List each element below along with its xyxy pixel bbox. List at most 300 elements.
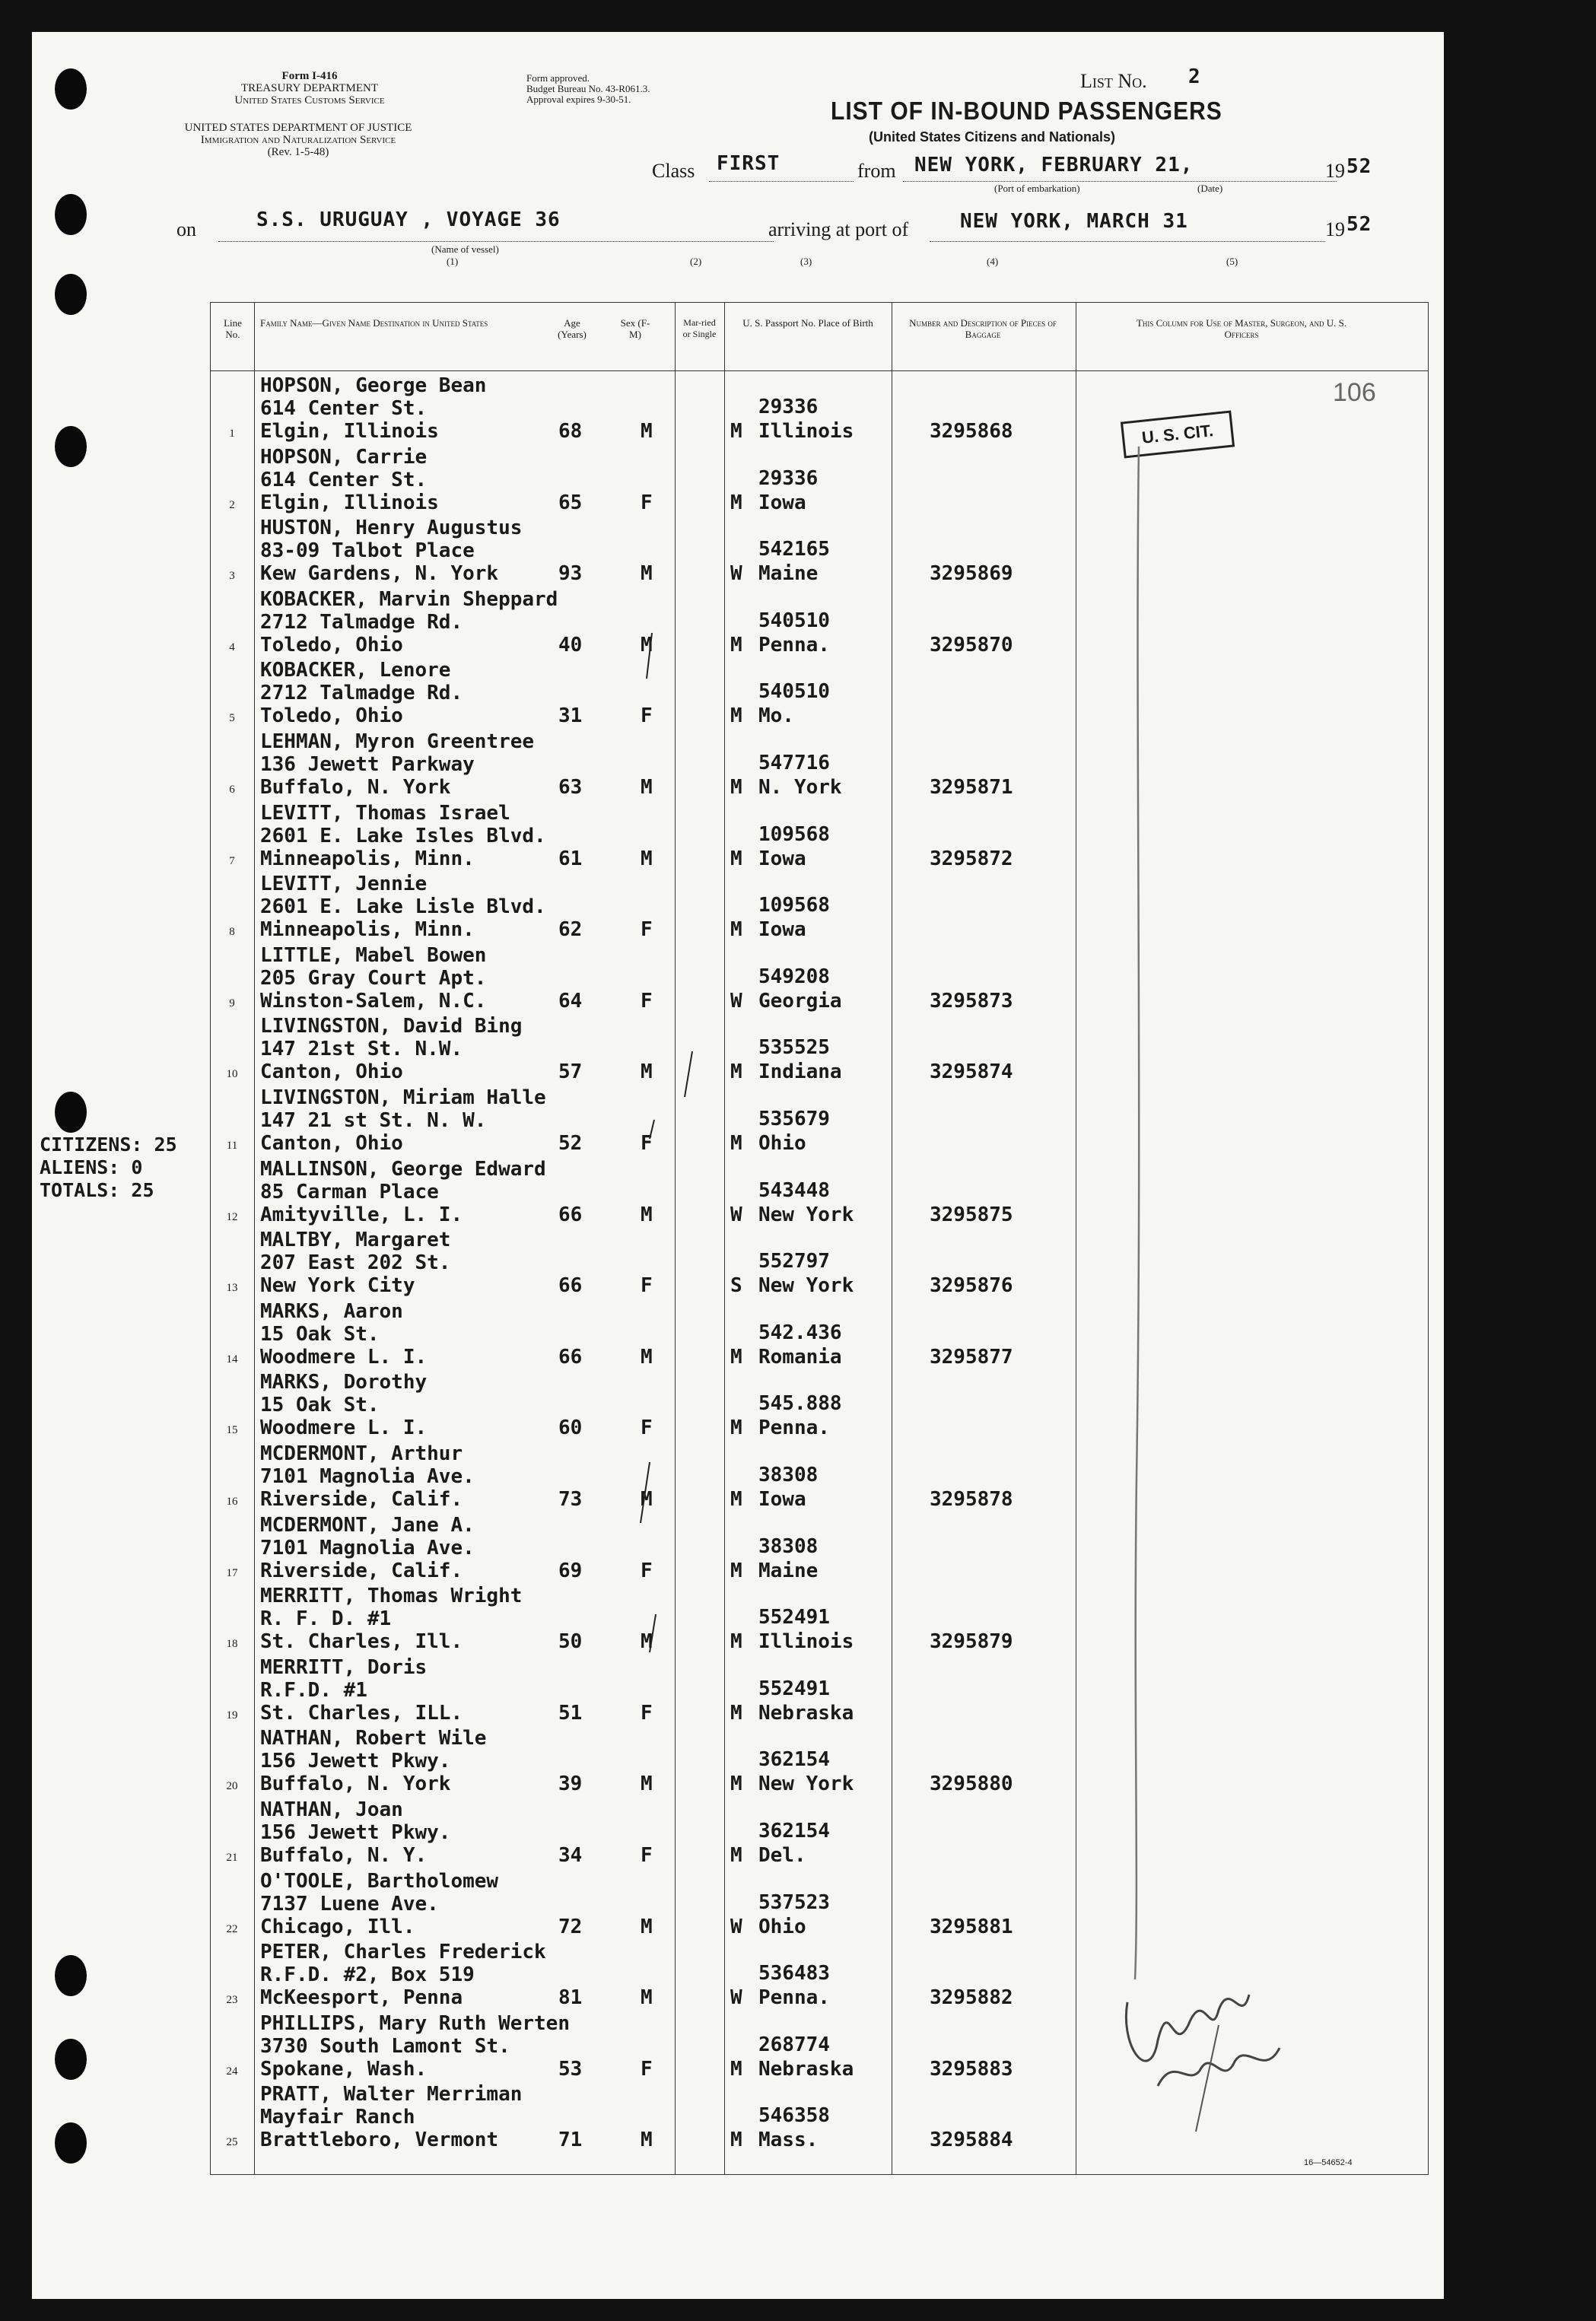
place-of-birth: New York: [758, 1773, 854, 1796]
line-number: 16: [226, 1496, 238, 1508]
binder-hole: [55, 2039, 87, 2080]
marital-status: M: [730, 420, 742, 443]
passenger-name: LEVITT, Jennie: [260, 873, 428, 896]
passport-number: 29336: [758, 466, 819, 490]
totals-count: TOTALS: 25: [40, 1179, 154, 1201]
age: 64: [558, 989, 583, 1013]
sex: F: [641, 1559, 653, 1582]
passport-number: 38308: [758, 1534, 819, 1558]
binder-hole: [55, 68, 87, 110]
list-no-value: 2: [1188, 65, 1201, 88]
sex: F: [641, 1701, 653, 1725]
destination-city: Minneapolis, Minn.: [260, 918, 475, 942]
place-of-birth: Nebraska: [758, 2057, 854, 2081]
baggage-number: 3295871: [930, 776, 1013, 799]
sex: M: [641, 1060, 653, 1084]
age: 71: [558, 2129, 583, 2152]
place-of-birth: Iowa: [758, 918, 806, 942]
passenger-name: MCDERMONT, Arthur: [260, 1442, 463, 1465]
sex: F: [641, 1274, 653, 1298]
passport-number: 109568: [758, 894, 830, 917]
col-header-passport: U. S. Passport No. Place of Birth: [742, 317, 873, 329]
address-line: 207 East 202 St.: [260, 1251, 451, 1275]
binder-hole: [55, 2122, 87, 2164]
passenger-name: MCDERMONT, Jane A.: [260, 1513, 475, 1537]
baggage-number: 3295875: [930, 1203, 1013, 1226]
address-line: 2601 E. Lake Lisle Blvd.: [260, 895, 546, 919]
year1-printed: 19: [1325, 160, 1345, 182]
approval-text: Form approved.: [526, 72, 590, 84]
line-number: 20: [226, 1780, 238, 1793]
address-line: 156 Jewett Pkwy.: [260, 1750, 451, 1773]
vessel-caption: (Name of vessel): [431, 243, 499, 255]
place-of-birth: Romania: [758, 1345, 842, 1369]
destination-city: Toledo, Ohio: [260, 633, 403, 657]
marital-status: M: [730, 633, 742, 657]
marital-status: M: [730, 1345, 742, 1369]
place-of-birth: New York: [758, 1203, 854, 1226]
col-header-married: Mar-ried or Single: [682, 317, 717, 339]
age: 81: [558, 1986, 583, 2010]
place-of-birth: Maine: [758, 1559, 819, 1582]
passenger-name: PRATT, Walter Merriman: [260, 2083, 523, 2106]
aliens-count: ALIENS: 0: [40, 1156, 143, 1178]
age: 66: [558, 1274, 583, 1298]
passport-number: 535679: [758, 1108, 830, 1130]
marital-status: W: [730, 562, 742, 586]
address-line: 136 Jewett Parkway: [260, 753, 475, 776]
sex: M: [641, 776, 653, 799]
citizens-count: CITIZENS: 25: [40, 1133, 177, 1156]
sex: M: [641, 1773, 653, 1796]
place-of-birth: Georgia: [758, 989, 842, 1013]
sex: M: [641, 1915, 653, 1938]
destination-city: Riverside, Calif.: [260, 1559, 463, 1582]
line-number: 22: [226, 1922, 238, 1935]
destination-city: Canton, Ohio: [260, 1060, 403, 1084]
address-line: 7137 Luene Ave.: [260, 1892, 439, 1916]
passport-number: 543448: [758, 1178, 830, 1202]
passenger-name: MARKS, Aaron: [260, 1299, 403, 1323]
age: 53: [558, 2057, 583, 2081]
marital-status: W: [730, 1915, 742, 1938]
age: 62: [558, 918, 583, 942]
passenger-name: NATHAN, Robert Wile: [260, 1727, 487, 1750]
baggage-number: 3295879: [930, 1630, 1013, 1654]
date-caption: (Date): [1197, 183, 1223, 194]
place-of-birth: Iowa: [758, 1488, 806, 1511]
sex: F: [641, 2057, 653, 2081]
age: 57: [558, 1060, 583, 1084]
baggage-number: 3295880: [930, 1773, 1013, 1796]
baggage-number: 3295868: [930, 420, 1013, 443]
baggage-number: 3295882: [930, 1986, 1013, 2010]
place-of-birth: Nebraska: [758, 1701, 854, 1725]
marital-status: M: [730, 1773, 742, 1796]
marital-status: M: [730, 918, 742, 942]
passenger-name: LITTLE, Mabel Bowen: [260, 943, 487, 967]
line-number: 24: [226, 2065, 238, 2078]
sex: M: [641, 1345, 653, 1369]
approval-expires: Approval expires 9-30-51.: [526, 94, 631, 105]
destination-city: Spokane, Wash.: [260, 2057, 428, 2081]
ins-service: Immigration and Naturalization Service: [200, 134, 396, 146]
form-subtitle: (United States Citizens and Nationals): [869, 129, 1116, 145]
sex: M: [641, 1986, 653, 2010]
line-number: 14: [226, 1353, 238, 1366]
sex: M: [641, 847, 653, 870]
age: 72: [558, 1915, 583, 1938]
line-number: 6: [229, 784, 235, 796]
age: 51: [558, 1701, 583, 1725]
vessel-name: S.S. URUGUAY , VOYAGE 36: [256, 208, 561, 231]
address-line: 85 Carman Place: [260, 1180, 439, 1203]
passenger-name: PETER, Charles Frederick: [260, 1941, 546, 1964]
passenger-name: LEHMAN, Myron Greentree: [260, 730, 535, 753]
destination-city: St. Charles, ILL.: [260, 1701, 463, 1725]
passenger-name: LEVITT, Thomas Israel: [260, 801, 510, 825]
sex: M: [641, 1203, 653, 1226]
passport-number: 547716: [758, 752, 830, 774]
binder-hole: [55, 1092, 87, 1133]
destination-city: Toledo, Ohio: [260, 704, 403, 728]
on-label: on: [176, 218, 196, 240]
age: 60: [558, 1416, 583, 1440]
destination-city: Minneapolis, Minn.: [260, 847, 475, 870]
passenger-name: MALLINSON, George Edward: [260, 1157, 546, 1181]
age: 65: [558, 491, 583, 514]
destination-city: Winston-Salem, N.C.: [260, 989, 487, 1013]
address-line: 614 Center St.: [260, 397, 428, 420]
marital-status: M: [730, 847, 742, 870]
baggage-number: 3295870: [930, 633, 1013, 657]
age: 93: [558, 562, 583, 586]
sex: M: [641, 2129, 653, 2152]
marital-status: M: [730, 491, 742, 514]
age: 52: [558, 1132, 583, 1155]
place-of-birth: New York: [758, 1274, 854, 1298]
address-line: 15 Oak St.: [260, 1322, 380, 1346]
sex: M: [641, 420, 653, 443]
baggage-number: 3295884: [930, 2129, 1013, 2152]
sex: F: [641, 989, 653, 1013]
marital-status: W: [730, 989, 742, 1013]
sex: F: [641, 918, 653, 942]
form-print-code: 16—54652-4: [1304, 2158, 1353, 2167]
line-number: 19: [226, 1709, 238, 1722]
destination-city: Buffalo, N. York: [260, 776, 451, 799]
destination-city: Woodmere L. I.: [260, 1416, 428, 1440]
age: 69: [558, 1559, 583, 1582]
passport-number: 549208: [758, 965, 830, 988]
passport-number: 540510: [758, 680, 830, 704]
baggage-number: 3295876: [930, 1274, 1013, 1298]
marital-status: M: [730, 1416, 742, 1440]
binder-hole: [55, 426, 87, 467]
line-number: 8: [229, 926, 235, 939]
destination-city: Amityville, L. I.: [260, 1203, 463, 1226]
binder-hole: [55, 1955, 87, 1996]
marital-status: M: [730, 1060, 742, 1084]
address-line: Mayfair Ranch: [260, 2106, 415, 2129]
destination-city: Brattleboro, Vermont: [260, 2129, 499, 2152]
place-of-birth: N. York: [758, 776, 842, 799]
justice-dept: UNITED STATES DEPARTMENT OF JUSTICE: [184, 122, 412, 134]
passport-number: 540510: [758, 609, 830, 632]
passenger-name: LIVINGSTON, Miriam Halle: [260, 1086, 546, 1109]
place-of-birth: Mo.: [758, 704, 794, 728]
destination-city: Chicago, Ill.: [260, 1915, 415, 1938]
arriving-port: NEW YORK, MARCH 31: [960, 210, 1188, 233]
line-number: 5: [229, 712, 235, 725]
address-line: R.F.D. #2, Box 519: [260, 1963, 475, 1987]
marital-status: W: [730, 1203, 742, 1226]
baggage-number: 3295869: [930, 562, 1013, 586]
vessel-column-number: (1): [447, 256, 459, 267]
passenger-name: MERRITT, Doris: [260, 1655, 428, 1679]
col-header-name: Family Name—Given Name Destination in United States: [260, 317, 488, 329]
destination-city: McKeesport, Penna: [260, 1986, 463, 2010]
address-line: R.F.D. #1: [260, 1678, 367, 1702]
col-header-baggage: Number and Description of Pieces of Baggage: [909, 317, 1057, 340]
address-line: 205 Gray Court Apt.: [260, 966, 487, 990]
class-label: Class: [652, 160, 695, 182]
age: 73: [558, 1488, 583, 1511]
place-of-birth: Penna.: [758, 633, 830, 657]
col-header-officers: This Column for Use of Master, Surgeon, and U. S. Officers: [1136, 317, 1347, 340]
baggage-number: 3295874: [930, 1060, 1013, 1084]
place-of-birth: Mass.: [758, 2129, 819, 2152]
age: 31: [558, 704, 583, 728]
form-title: LIST OF IN-BOUND PASSENGERS: [831, 97, 1222, 126]
passport-number: 268774: [758, 2033, 830, 2056]
form-number: Form I-416: [281, 70, 338, 82]
passenger-name: KOBACKER, Marvin Sheppard: [260, 587, 558, 611]
customs-service: United States Customs Service: [234, 94, 385, 107]
year1-typed: 52: [1346, 155, 1372, 178]
destination-city: Elgin, Illinois: [260, 491, 439, 514]
line-number: 9: [229, 997, 235, 1009]
passenger-name: MALTBY, Margaret: [260, 1229, 451, 1252]
place-of-birth: Penna.: [758, 1986, 830, 2010]
place-of-birth: Iowa: [758, 847, 806, 870]
address-line: 83-09 Talbot Place: [260, 539, 475, 563]
place-of-birth: Penna.: [758, 1416, 830, 1440]
destination-city: Kew Gardens, N. York: [260, 562, 499, 586]
passport-number: 109568: [758, 822, 830, 846]
form-revision: (Rev. 1-5-48): [267, 146, 329, 158]
from-label: from: [857, 160, 896, 182]
from-value: NEW YORK, FEBRUARY 21,: [914, 154, 1194, 176]
marital-status: S: [730, 1274, 742, 1298]
col-header-sex: Sex (F-M): [620, 317, 650, 340]
baggage-number: 3295883: [930, 2057, 1013, 2081]
place-of-birth: Illinois: [758, 420, 854, 443]
destination-city: Woodmere L. I.: [260, 1345, 428, 1369]
passenger-name: HOPSON, George Bean: [260, 374, 487, 397]
binder-hole: [55, 194, 87, 235]
destination-city: Riverside, Calif.: [260, 1488, 463, 1511]
treasury-dept: TREASURY DEPARTMENT: [240, 82, 379, 94]
age: 61: [558, 847, 583, 870]
passport-number: 542165: [758, 538, 830, 561]
marital-status: M: [730, 2057, 742, 2081]
passport-number: 362154: [758, 1748, 830, 1772]
baggage-number: 3295878: [930, 1488, 1013, 1511]
line-number: 11: [226, 1140, 238, 1152]
place-of-birth: Del.: [758, 1844, 806, 1867]
passport-number: 536483: [758, 1962, 830, 1986]
passport-number: 362154: [758, 1820, 830, 1842]
passport-number: 552491: [758, 1606, 830, 1629]
year2-typed: 52: [1346, 213, 1372, 236]
address-line: 614 Center St.: [260, 468, 428, 491]
passport-number: 545.888: [758, 1392, 842, 1416]
destination-city: Buffalo, N. Y.: [260, 1844, 428, 1867]
passport-number: 537523: [758, 1890, 830, 1914]
address-line: 2712 Talmadge Rd.: [260, 610, 463, 634]
check-marks: [32, 32, 1444, 2299]
baggage-number: 3295877: [930, 1345, 1013, 1369]
marital-status: M: [730, 1701, 742, 1725]
sex: M: [641, 1488, 653, 1511]
passport-number: 535525: [758, 1036, 830, 1060]
baggage-number: 3295881: [930, 1915, 1013, 1938]
line-number: 23: [226, 1994, 238, 2007]
col-number-3: (3): [800, 256, 812, 267]
line-number: 17: [226, 1566, 238, 1579]
line-number: 15: [226, 1424, 238, 1437]
line-number: 25: [226, 2136, 238, 2149]
line-number: 7: [229, 854, 235, 867]
passenger-name: O'TOOLE, Bartholomew: [260, 1869, 499, 1893]
col-header-line-no: Line No.: [224, 317, 242, 340]
place-of-birth: Illinois: [758, 1630, 854, 1654]
destination-city: Elgin, Illinois: [260, 420, 439, 443]
line-number: 1: [229, 428, 235, 440]
baggage-number: 3295872: [930, 847, 1013, 870]
col-number-4: (4): [987, 256, 999, 267]
address-line: 15 Oak St.: [260, 1394, 380, 1417]
address-line: 3730 South Lamont St.: [260, 2034, 510, 2058]
address-line: 147 21st St. N.W.: [260, 1038, 463, 1061]
place-of-birth: Ohio: [758, 1132, 806, 1155]
sex: M: [641, 1630, 653, 1654]
place-of-birth: Iowa: [758, 491, 806, 514]
marital-status: M: [730, 1630, 742, 1654]
sex: M: [641, 633, 653, 657]
passenger-name: HUSTON, Henry Augustus: [260, 517, 523, 540]
line-number: 12: [226, 1210, 238, 1223]
passport-number: 546358: [758, 2104, 830, 2128]
col-header-age: Age (Years): [558, 317, 587, 340]
line-number: 21: [226, 1852, 238, 1864]
budget-text: Budget Bureau No. 43-R061.3.: [526, 83, 650, 94]
line-number: 18: [226, 1638, 238, 1651]
sex: F: [641, 1132, 653, 1155]
sex: M: [641, 562, 653, 586]
age: 39: [558, 1773, 583, 1796]
passenger-tally: [40, 1133, 177, 1202]
passenger-name: PHILLIPS, Mary Ruth Werten: [260, 2011, 570, 2035]
sex: F: [641, 491, 653, 514]
address-line: 2712 Talmadge Rd.: [260, 682, 463, 705]
passport-number: 38308: [758, 1464, 819, 1486]
address-line: 147 21 st St. N. W.: [260, 1109, 487, 1132]
passport-number: 552797: [758, 1250, 830, 1273]
year2-printed: 19: [1325, 218, 1345, 240]
passport-number: 542.436: [758, 1321, 842, 1344]
line-number: 3: [229, 570, 235, 583]
us-citizen-stamp: U. S. CIT.: [1121, 411, 1235, 459]
col-number-5: (5): [1226, 256, 1238, 267]
pencil-page-number: 106: [1333, 378, 1376, 407]
address-line: 7101 Magnolia Ave.: [260, 1536, 475, 1560]
col-number-2: (2): [690, 256, 702, 267]
age: 40: [558, 633, 583, 657]
passenger-name: HOPSON, Carrie: [260, 445, 428, 469]
address-line: 7101 Magnolia Ave.: [260, 1465, 475, 1488]
address-line: 156 Jewett Pkwy.: [260, 1821, 451, 1844]
class-value: FIRST: [717, 152, 781, 175]
age: 66: [558, 1345, 583, 1369]
marital-status: M: [730, 1559, 742, 1582]
destination-city: Canton, Ohio: [260, 1132, 403, 1155]
binder-hole: [55, 274, 87, 315]
destination-city: St. Charles, Ill.: [260, 1630, 463, 1654]
list-no-label: List No.: [1080, 70, 1147, 92]
passenger-name: NATHAN, Joan: [260, 1798, 403, 1821]
marital-status: M: [730, 1488, 742, 1511]
marital-status: W: [730, 1986, 742, 2010]
age: 34: [558, 1844, 583, 1867]
age: 68: [558, 420, 583, 443]
address-line: R. F. D. #1: [260, 1607, 392, 1631]
passenger-name: KOBACKER, Lenore: [260, 659, 451, 682]
destination-city: New York City: [260, 1274, 415, 1298]
age: 63: [558, 776, 583, 799]
baggage-number: 3295873: [930, 989, 1013, 1013]
line-number: 4: [229, 641, 235, 653]
destination-city: Buffalo, N. York: [260, 1773, 451, 1796]
line-number: 10: [226, 1068, 238, 1081]
arriving-label: arriving at port of: [768, 218, 909, 240]
line-number: 2: [229, 498, 235, 511]
place-of-birth: Ohio: [758, 1915, 806, 1938]
marital-status: M: [730, 2129, 742, 2152]
marital-status: M: [730, 776, 742, 799]
passport-number: 552491: [758, 1677, 830, 1700]
passenger-name: LIVINGSTON, David Bing: [260, 1015, 523, 1038]
passenger-name: MARKS, Dorothy: [260, 1371, 428, 1394]
marital-status: M: [730, 1132, 742, 1155]
age: 66: [558, 1203, 583, 1226]
passport-number: 29336: [758, 396, 819, 418]
place-of-birth: Indiana: [758, 1060, 842, 1084]
place-of-birth: Maine: [758, 562, 819, 586]
manifest-page: [32, 32, 1444, 2299]
sex: F: [641, 704, 653, 728]
line-number: 13: [226, 1282, 238, 1295]
address-line: 2601 E. Lake Isles Blvd.: [260, 824, 546, 847]
passenger-name: MERRITT, Thomas Wright: [260, 1585, 523, 1608]
age: 50: [558, 1630, 583, 1654]
marital-status: M: [730, 704, 742, 728]
marital-status: M: [730, 1844, 742, 1867]
sex: F: [641, 1416, 653, 1440]
sex: F: [641, 1844, 653, 1867]
port-embarkation-caption: (Port of embarkation): [994, 183, 1080, 194]
